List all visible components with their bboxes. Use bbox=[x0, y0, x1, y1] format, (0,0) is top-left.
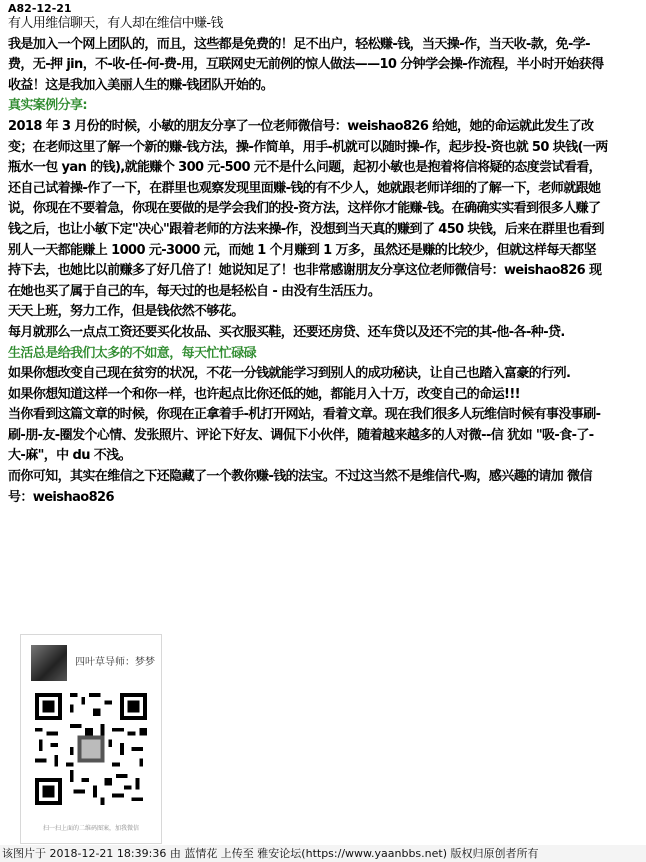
qr-code-card bbox=[20, 634, 162, 844]
article-headline: 有人用维信聊天，有人却在维信中赚-钱 bbox=[8, 16, 223, 31]
article-paragraph-contact: 而你可知，其实在维信之下还隐藏了一个教你赚-钱的法宝。不过这当然不是维信代-购，感兴趣的请加 微信号：weishao826 bbox=[8, 469, 592, 505]
case-study-heading: 真实案例分享: bbox=[8, 98, 87, 114]
article-paragraph-life: 生活总是给我们太多的不如意，每天忙忙碌碌 bbox=[8, 345, 257, 361]
article-paragraph-expenses: 每月就那么一点点工资还要买化妆品、买衣服买鞋，还要还房贷、还车贷以及还不完的其-他-各-种-贷. bbox=[8, 324, 565, 340]
case-study-paragraph: 2018 年 3 月份的时候，小敏的朋友分享了一位老师微信号：weishao826 给她，她的命运就此发生了改变；在老师这里了解一个新的赚-钱方法，操-作简单，用手-机就可以随时操-作，起步投-资也就 50 块钱(一两瓶水一包 yan 的钱),就能赚个 300 元-500 元不是什么问题，起初小敏也是抱着将信将疑的态度尝试看看，还自己试着操-作了一下，在群里也观察发现里面赚-钱的有不少人，她就跟老师详细的了解一下，老师就跟她说，你现在不要着急，你现在要做的是学会我们的投-资方法，这样你才能赚-钱。在确确实实看到很多人赚了钱之后，也让小敏下定"决心"跟着老师的方法来操-作，没想到当天真的赚到了 450 块钱，后来在群里也看到别人一天都能赚上 1000 元-3000 元，而她 1 个月赚到 1 万多，虽然还是赚的比较少，但就这样每天都坚持下去，也她比以前赚多了好几倍了！她说知足了！也非常感谢朋友分享这位老师微信号：weishao826 现在她也买了属于自己的车，每天过的也是轻松自 - 由没有生活压力。 bbox=[8, 118, 608, 299]
upload-watermark-bar: 该图片于 2018-12-21 18:39:36 由 蓝情花 上传至 雅安论坛(https://www.yaanbbs.net) 版权归原创者所有 bbox=[0, 845, 646, 862]
article-paragraph-wechat: 当你看到这篇文章的时候，你现在正拿着手-机打开网站，看着文章。现在我们很多人玩维信时候有事没事刷-刷-朋-友-圈发个心情、发张照片、评论下好友、调侃下小伙伴，随着越来越多的人对微--信 犹如 "吸-食-了-大-麻"，中 du 不浅。 bbox=[8, 407, 601, 464]
qr-hint-text: 扫一扫上面的二维码图案，加我微信 bbox=[42, 825, 139, 832]
qr-code-icon[interactable] bbox=[35, 693, 147, 805]
article-paragraph-change: 如果你想改变自己现在贫穷的状况，不花一分钱就能学习到别人的成功秘诀，让自己也踏入富豪的行列. bbox=[8, 366, 571, 382]
post-id-label: A82-12-21 bbox=[8, 2, 72, 15]
article-paragraph-intro: 我是加入一个网上团队的，而且，这些都是免费的！足不出户，轻松赚-钱，当天操-作，当天收-款，免-学-费，无-押 jin，不-收-任-何-费-用，互联网史无前例的惊人做法——10 分钟学会操-作流程，半小时开始获得收益！这是我加入美丽人生的赚-钱团队开始的。 bbox=[8, 36, 604, 93]
article-paragraph-destiny: 如果你想知道这样一个和你一样，也许起点比你还低的她，都能月入十万，改变自己的命运!!! bbox=[8, 386, 520, 402]
article-paragraph-work: 天天上班，努力工作，但是钱依然不够花。 bbox=[8, 304, 244, 320]
qr-card-name: 四叶草导师：梦梦 bbox=[75, 657, 155, 668]
article-body bbox=[8, 14, 608, 508]
avatar bbox=[31, 645, 67, 681]
